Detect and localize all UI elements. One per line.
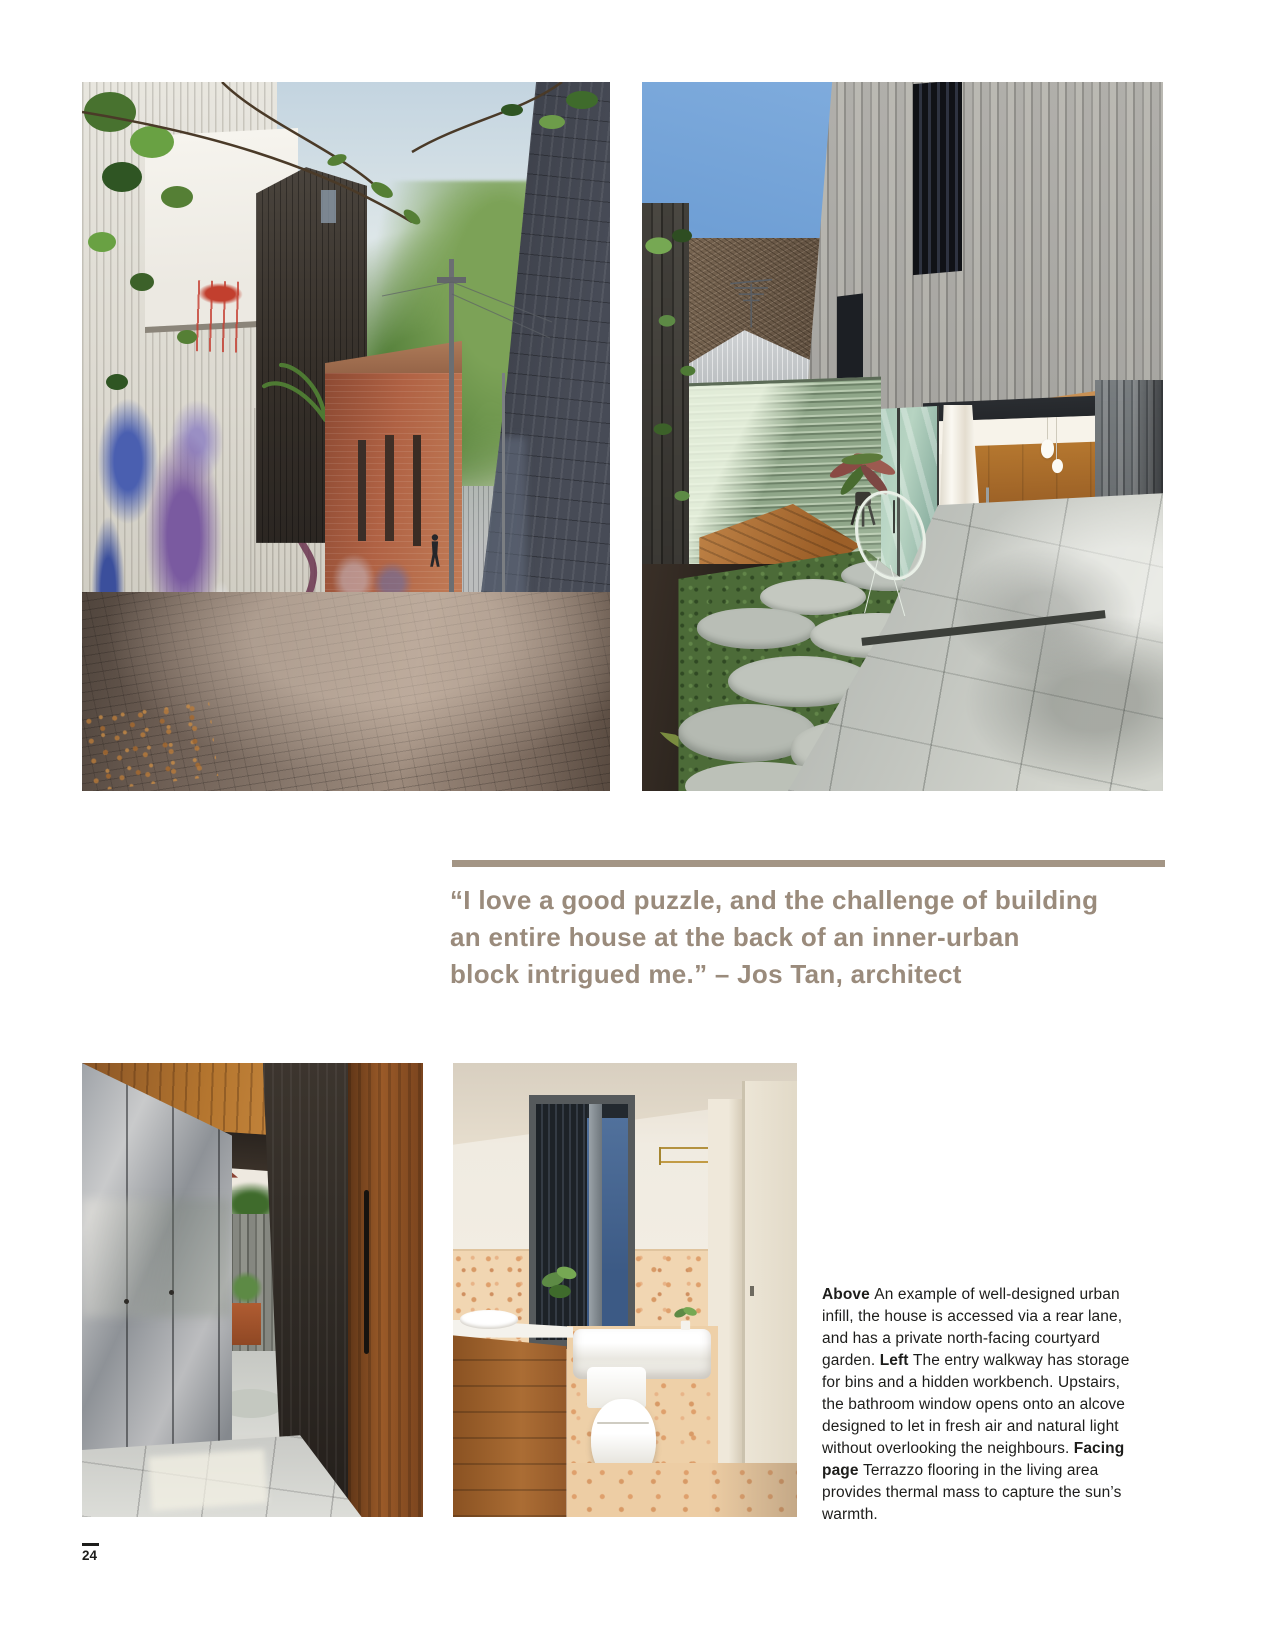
entry-photo xyxy=(82,1063,423,1517)
alcove-plant xyxy=(538,1234,588,1329)
bathroom-photo xyxy=(453,1063,797,1517)
reflection-streak xyxy=(82,1199,232,1317)
quote-line: block intrigued me.” – Jos Tan, architect xyxy=(450,959,962,989)
caption-text: An example of well-designed urban infill, the house is accessed via a rear lane, and has a private north-facing courtyard garden. xyxy=(822,1285,1123,1369)
cabinet-knob xyxy=(169,1290,174,1295)
vanity-basin xyxy=(460,1310,518,1328)
timber-door xyxy=(348,1063,423,1517)
toilet-seat-line xyxy=(597,1422,649,1424)
tub-plant xyxy=(670,1301,701,1337)
caption-text: The entry walkway has storage for bins and a hidden workbench. Upstairs, the bathroom window opens onto an alcove designed to let in fresh air and natural light without overlooking the neighbours. xyxy=(822,1351,1130,1457)
caption xyxy=(822,1284,1130,1526)
door-hinge xyxy=(750,1286,754,1296)
open-sash xyxy=(589,1104,602,1340)
rail-post xyxy=(659,1147,661,1165)
door-handle xyxy=(364,1190,369,1353)
alcove-window xyxy=(529,1095,636,1349)
page-number: 24 xyxy=(82,1548,98,1563)
quote-rule xyxy=(452,860,1165,867)
quote-line: an entire house at the back of an inner-urban xyxy=(450,922,1020,952)
planter-pot xyxy=(231,1303,260,1345)
stepping-stone xyxy=(697,608,816,649)
tv-antenna xyxy=(720,266,783,337)
vanity-cabinet xyxy=(453,1335,567,1517)
courtyard-photo xyxy=(642,82,1163,791)
facade-window-upper xyxy=(913,82,962,276)
quote-line: “I love a good puzzle, and the challenge of building xyxy=(450,885,1099,915)
caption-label-above: Above xyxy=(822,1285,875,1303)
pendant-globe xyxy=(1052,458,1063,473)
sunlight-patch xyxy=(148,1449,267,1511)
laneway-photo xyxy=(82,82,610,791)
page-number-rule xyxy=(82,1543,99,1546)
foliage-overlay xyxy=(82,82,610,791)
caption-label-facing-page: Facing page xyxy=(822,1439,1125,1479)
floor-shadow xyxy=(708,1463,797,1517)
caption-label-left: Left xyxy=(879,1351,913,1369)
window-reveal xyxy=(536,1104,628,1340)
pendant-globe xyxy=(1040,439,1054,458)
pendant-light xyxy=(1056,417,1057,461)
caption-text: Terrazzo flooring in the living area provides thermal mass to capture the sun’s warmth. xyxy=(822,1461,1122,1523)
pull-quote xyxy=(450,882,1170,993)
bathroom-door xyxy=(742,1081,797,1508)
